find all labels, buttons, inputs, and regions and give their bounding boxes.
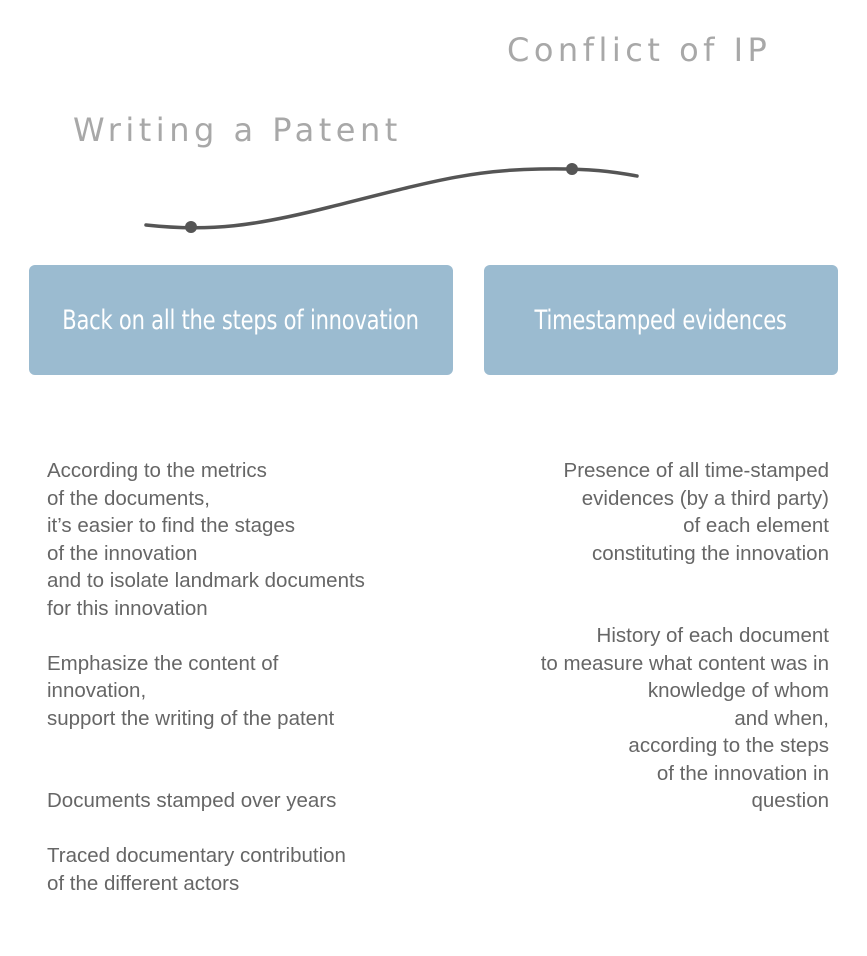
timeline-node-conflict-ip (566, 163, 578, 175)
panel-label-left: Back on all the steps of innovation (62, 304, 420, 336)
timeline-curve (0, 0, 867, 260)
panel-label-right: Timestamped evidences (534, 304, 788, 336)
left-paragraph-contribution: Traced documentary contribution of the different actors (47, 844, 346, 895)
right-paragraph-history: History of each document to measure what content was in knowledge of whom and when, according to the steps of the innovation in question (540, 624, 829, 812)
left-description-column (47, 457, 447, 897)
right-description-column (449, 457, 829, 815)
left-paragraph-stamped: Documents stamped over years (47, 789, 337, 812)
timeline-node-writing-patent (185, 221, 197, 233)
milestone-title-conflict-ip: Conflict of IP (507, 31, 772, 69)
panel-timestamped-evidences (484, 265, 838, 375)
timeline-curve-path (146, 169, 637, 228)
milestone-title-writing-patent: Writing a Patent (73, 111, 402, 149)
right-paragraph-presence: Presence of all time-stamped evidences (by a third party) of each element constituting the innovation (563, 459, 829, 565)
left-paragraph-metrics: According to the metrics of the documents, it’s easier to find the stages of the innovation and to isolate landmark documents for this innovation (47, 459, 365, 620)
left-paragraph-emphasize: Emphasize the content of innovation, support the writing of the patent (47, 651, 335, 730)
panel-back-on-steps (29, 265, 453, 375)
